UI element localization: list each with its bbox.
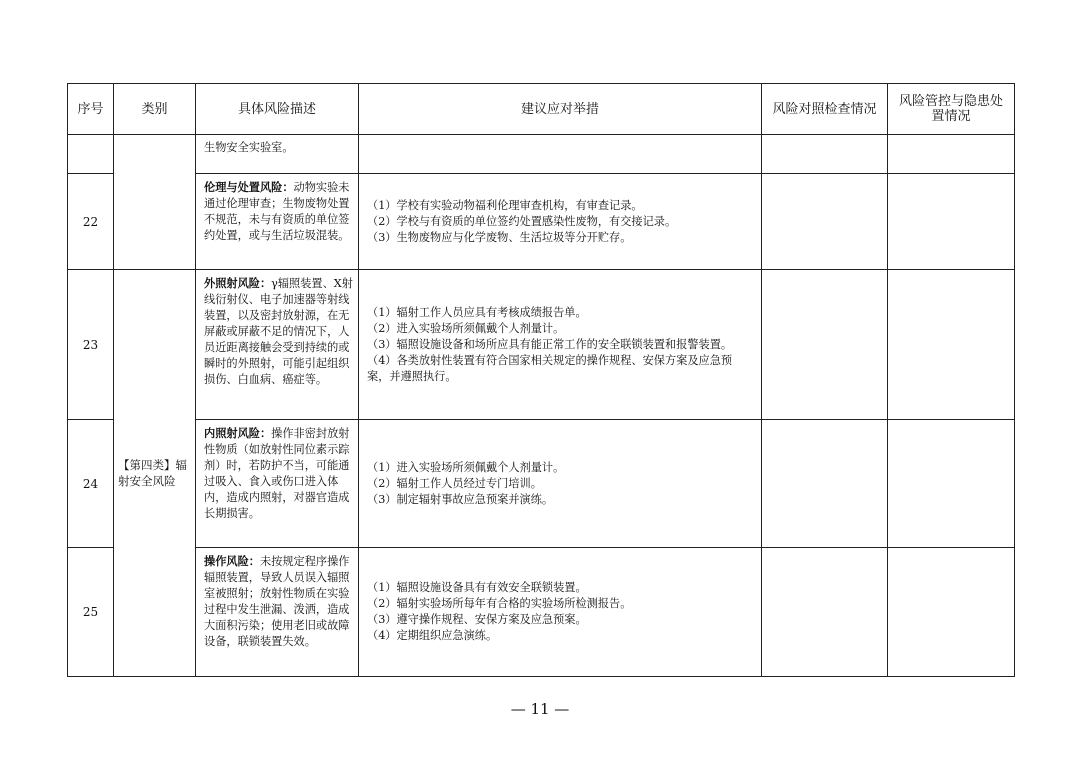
- number-cell: 25: [68, 548, 114, 677]
- measures-cell: [359, 270, 762, 420]
- control-cell: [888, 420, 1015, 548]
- category-cell-prev: [114, 135, 196, 270]
- risk-title: 内照射风险：: [204, 426, 272, 440]
- risk-desc-text: γ辐照装置、X射线衍射仪、电子加速器等射线装置，以及密封放射源，在无屏蔽或屏蔽不足的情况下，人员近距离接触会受到持续的或瞬时的外照射，可能引起组织损伤、白血病、癌症等。: [204, 277, 353, 386]
- table-row: [68, 174, 1015, 270]
- measure-item: （3）辐照设施设备和场所应具有能正常工作的安全联锁装置和报警装置。: [367, 337, 733, 351]
- risk-title: 伦理与处置风险：: [204, 180, 294, 194]
- risk-desc-text: 动物实验未通过伦理审查；生物废物处置不规范，未与有资质的单位签约处置，或与生活垃圾混装。: [204, 181, 350, 242]
- header-control-status: 风险管控与隐患处置情况: [888, 84, 1015, 135]
- control-cell: [888, 548, 1015, 677]
- risk-desc-text: 未按规定程序操作辐照装置，导致人员误入辐照室被照射；放射性物质在实验过程中发生泄漏、泼洒，造成大面积污染；使用老旧或故障设备，联锁装置失效。: [204, 555, 350, 648]
- measure-item: （1）学校有实验动物福利伦理审查机构，有审查记录。: [367, 198, 643, 212]
- measure-item: （3）制定辐射事故应急预案并演练。: [367, 492, 554, 506]
- page-number: — 11 —: [510, 700, 570, 718]
- measure-item: （2）辐射实验场所每年有合格的实验场所检测报告。: [367, 597, 632, 610]
- category-cell: 【第四类】辐射安全风险: [114, 270, 196, 677]
- header-check-status: 风险对照检查情况: [762, 84, 888, 135]
- measure-item: （1）辐照设施设备具有有效安全联锁装置。: [367, 581, 587, 594]
- control-cell: [888, 135, 1015, 174]
- header-category: 类别: [114, 84, 196, 135]
- measure-item: （2）学校与有资质的单位签约处置感染性废物，有交接记录。: [367, 214, 677, 228]
- number-cell: [68, 135, 114, 174]
- measure-item: （2）辐射工作人员经过专门培训。: [367, 476, 542, 490]
- table-row: [68, 270, 1015, 420]
- measure-item: （1）进入实验场所须佩戴个人剂量计。: [367, 460, 565, 474]
- measure-item: （4）定期组织应急演练。: [367, 629, 498, 642]
- measures-cell: [359, 174, 762, 270]
- control-cell: [888, 174, 1015, 270]
- check-cell: [762, 135, 888, 174]
- number-cell: 24: [68, 420, 114, 548]
- control-cell: [888, 270, 1015, 420]
- table-row: [68, 548, 1015, 677]
- risk-desc-cell: [196, 135, 359, 174]
- risk-desc-cell: [196, 174, 359, 270]
- risk-desc-cell: [196, 548, 359, 677]
- measure-item: （2）进入实验场所须佩戴个人剂量计。: [367, 321, 565, 335]
- measures-cell: [359, 548, 762, 677]
- measure-item: （3）生物废物应与化学废物、生活垃圾等分开贮存。: [367, 230, 632, 244]
- risk-title: 外照射风险：: [204, 276, 272, 290]
- number-cell: 22: [68, 174, 114, 270]
- measure-item: （3）遵守操作规程、安保方案及应急预案。: [367, 613, 587, 626]
- table-row-continued: [68, 135, 1015, 174]
- table-row: [68, 420, 1015, 548]
- risk-desc-text: 操作非密封放射性物质（如放射性同位素示踪剂）时，若防护不当，可能通过吸入、食入或伤口进入体内，造成内照射，对器官造成长期损害。: [204, 427, 350, 520]
- header-measures: 建议应对举措: [359, 84, 762, 135]
- measure-item: （1）辐射工作人员应具有考核成绩报告单。: [367, 305, 587, 319]
- risk-desc-cell: [196, 270, 359, 420]
- check-cell: [762, 420, 888, 548]
- header-row: [68, 84, 1015, 135]
- measure-item: （4）各类放射性装置有符合国家相关规定的操作规程、安保方案及应急预案，并遵照执行。: [367, 353, 733, 383]
- risk-table: [67, 83, 1015, 677]
- number-cell: 23: [68, 270, 114, 420]
- header-risk-description: 具体风险描述: [196, 84, 359, 135]
- risk-title: 操作风险：: [204, 554, 260, 568]
- risk-desc-text: 生物安全实验室。: [204, 141, 294, 154]
- header-number: 序号: [68, 84, 114, 135]
- check-cell: [762, 548, 888, 677]
- risk-desc-cell: [196, 420, 359, 548]
- check-cell: [762, 174, 888, 270]
- measures-cell: [359, 420, 762, 548]
- measures-cell: [359, 135, 762, 174]
- check-cell: [762, 270, 888, 420]
